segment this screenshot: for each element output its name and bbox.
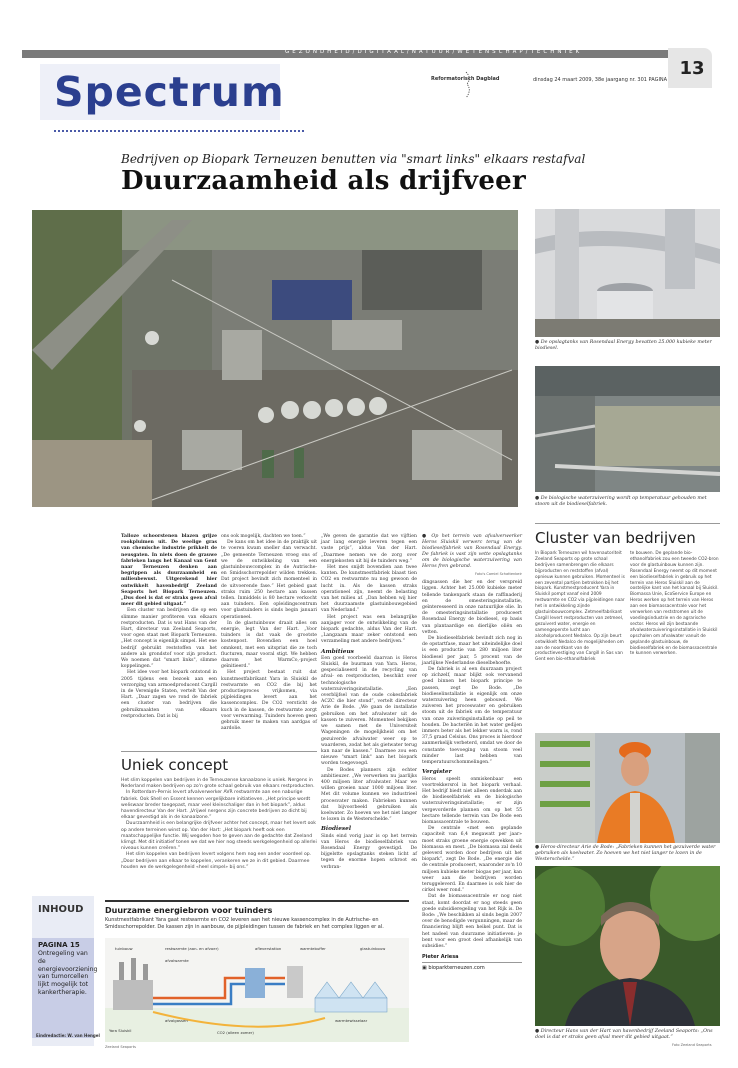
divider bbox=[535, 523, 720, 524]
article-kicker: Bedrijven op Biopark Terneuzen benutten via "smart links" elkaars restafval bbox=[121, 152, 586, 166]
contents-teaser-text: Ontregeling van de energievoorziening van tumorcellen lijkt mogelijk tot kankertherapie. bbox=[38, 950, 98, 996]
cluster-column-1: In Biopark Terneuzen wil havenautoriteit Zeeland Seaports op grote schaal bedrijven samenbrengen die elkaars bijproducten en reststoffen (afval) opnieuw kunnen gebruiken. Momenteel is een zevental partijen betrokken bij het biopark. Kunstmestproducent Yara in Sluiskil pompt vanaf eind 2009 restwarmte en CO2 via pijpleidingen naar het in ontwikkeling zijnde glastuinbouwcomplex. Zetmeelfabrikant Cargill levert restproducten van zetmeel, gezuiverd water, energie en samengeperste lucht aan alcoholproducent Nedalco. Op zijn beurt ontwikkelt Nedalco de mogelijkheden om aan de noordkant van de productievestiging van Cargill in Sas van Gent een bio-ethanolfabriek bbox=[535, 551, 625, 663]
diagram-label: glastuinbouw bbox=[360, 946, 386, 951]
paragraph: Het project bestaat ruit dat kunstmestfabrikant Yara in Sluiskil de restwarmte en CO2 die bij het productieproces vrijkomen, via pijpleidingen levert aan het kassencomplex. De CO2 versticht de kuch in de kassen, de restwarmte zorgt voor verwarming. Tuinders hoeven geen gebruik meer te maken van aardgas of aardolie. bbox=[221, 670, 317, 732]
divider bbox=[422, 962, 522, 963]
contents-page-ref: PAGINA 15 bbox=[38, 941, 80, 949]
page-number: 13 bbox=[679, 58, 705, 79]
infographic-title: Duurzame energiebron voor tuinders bbox=[105, 906, 273, 915]
caption-heros: ● Op het terrein van afvalverwerker Heros Sluiskil verwerc terug van de biodieselfabriek van Rosendaal Energy. De fabriek is vast zijn vette opslagtanks om de biologische waterzuivering van Heros fren gebrand. bbox=[422, 534, 522, 569]
diagram-label: afvalgassen bbox=[165, 1018, 188, 1023]
website-link[interactable]: ▣ bioparkterneuzen.com bbox=[422, 965, 485, 972]
uniek-concept-body bbox=[121, 778, 317, 871]
section-bar-text: GEZONDHEID/DIGITAAL/NATUUR/WETENSCHAP/TECHNIEK bbox=[285, 49, 583, 55]
caption-water-treatment: ● De biologische waterzuivering wordt op temperatuur gehouden met stoom uit de biodieselfabriek. bbox=[535, 496, 707, 507]
photo-credit: Foto Zeeland Seaports bbox=[672, 1043, 712, 1047]
paragraph: In Rotterdam-Pernis levert afvalverwerker AVR restwarmte aan een naburige fabriek. Ook Shell en Essent kennen vergelijkbare initiatieven. „Het principe wordt weliswaar breder toegepast, maar veel kleinschaliger dan in het biopark”, aldus havendirecteur Van der Hart. „Vrijwel nergens zijn concrete bedrijven zo dicht bij elkaar gevestigd als in de kanaalzone.” bbox=[121, 790, 311, 821]
caption-tanks: ● De opslagtanks van Rosendaal Energy bevatten 25.000 kubieke meter biodiesel. bbox=[535, 340, 712, 351]
paragraph: Het slim koppelen van bedrijven levert volgens hem nog een ander voordeel op. „Door bedrijven aan elkaar te koppelen, verankeren we ze in dit gebied. Daarmee houden we de werkgelegenheid «heel simpel» bij ons.” bbox=[121, 852, 312, 870]
paragraph: De fabriek is al een duurzaam project op zichzelf, maar blijkt ook vervanend goed binnen het biopark principe te passen, zegt De Bode. „De biodieselinstallatie is eigenlijk om onze waterzuivering heen gebouwd. We zuiveren het proceswater en gebruiken stoom uit de fabriek om de temperatuur van onze zuiveringsinstallatie op peil te houden. De bacteriën in het water gedijen immers beter als het lekker warm is, rond 37,5 graad Celsius. Ons proces is hierdoor aanmerkelijk verbeterd, omdat we door de constante toevoeging van stoom veel minder last hebben van temperatuurschommelingen.” bbox=[422, 667, 522, 766]
subhead-biodiesel: Biodiesel bbox=[321, 826, 352, 833]
paragraph: De centrale «met een geplande capaciteit van 6,4 megawatt per jaar» moet straks groene energie opwekken uit biomassa en mest. „De biomassa zal deels geleverd worden door bedrijven uit het biopark”, zegt De Bode. „De energie die de centrale produceert, waaronder zo'n 10 miljoen kubieke meter biogas per jaar, kan weer aan die bedrijven worden teruggeleverd. En daarmee is ook hier de cirkel weer rond.” bbox=[422, 826, 522, 894]
divider bbox=[121, 751, 317, 752]
infographic-credit: Zeeland Seaports bbox=[105, 1045, 136, 1049]
station-icon bbox=[245, 968, 265, 998]
rd-logo-icon bbox=[464, 70, 474, 100]
paragraph: Duurzaamheid is een belangrijke drijfveer achter het concept, maar het levert ook op andere terreinen winst op. Van der Hart: „Het biopark heeft ook een maatschappelijke functie. Wij wegoden hoe te geven aan de gedachte dat Zeeland klimgt. Met dit initiatief tonen we dat we hier nog steeds werkgelegenheid op allerlei niveaus kunnen creëren.” bbox=[121, 821, 317, 852]
spectrum-logo: Spectrum bbox=[54, 68, 285, 116]
cluster-title: Cluster van bedrijven bbox=[535, 529, 696, 547]
factory-icon bbox=[113, 958, 153, 1010]
article-lead: Talloze schoorstenen blazen grijze rookpluimen uit. De weelige gras van chemische industrie prikkelt de neusgaten. In niets doen de grauwe fabrieken langs het Kanaal van Gent naar Terneuzen denken aan begrippen als duurzaamheid en milieubewust. Uitgerekend hier ontwikkelt havenbedrijf Zeeland Seaports het Biopark Terneuzen. „Dus doel is dat er straks geen afval meer dit gebied uitgaat.” bbox=[121, 534, 217, 608]
paragraph: De biodieselfabriek bevindt zich nog in de opstartfase, maar het uiteindelijke doel is een productie van 280 miljoen liter biodiesel per jaar, 5 procent van de jaarlijkse Nederlandse dieselbehoefte. bbox=[422, 636, 522, 666]
article-column-2 bbox=[221, 534, 317, 733]
paragraph: Dat de biomassacentrale er nog niet staat, komt doordat er nog steeds geen goede subsidieregeling van het Rijk is. De Bode: „We beschikken al sinds begin 2007 over de benodigde vergunningen, maar de financiering blijft een heikel punt. Dat is het nadeel van duurzame initiatieven: je bent voor een groot deel afhankelijk van subsidies.” bbox=[422, 894, 522, 949]
diagram-label: afvalwarmte bbox=[165, 958, 189, 963]
contents-title: INHOUD bbox=[38, 904, 84, 915]
paragraph: Heros speelt onmiskenbaar een voortrekkersrol in het biopark verhaal. Het bedrijf biedt niet alleen onderdak aan de biodieselfabriek en de biologische waterzuiveringsinstallatie; er zijn vergevorderde plannen om op het 55 hectare tellende terrein van De Bode een biomassacentrale te bouwen. bbox=[422, 776, 522, 825]
logo-dotted-rule bbox=[54, 130, 304, 132]
diagram-label: afleverstation bbox=[255, 946, 282, 951]
paragraph: De Bodes planners zijn echter ambitieuzer. „We verwerken nu jaarlijks 400 miljoen liter afvalwater. Maar we willen groeien naar 1000 miljoen liter. Met dit volume kunnen we industrieel procesvater maken. Fabrieken kunnen dat bijvoorbeeld gebruiken als koelwater. Zo hoeven we het niet langer te lozen in de Westerschelde.” bbox=[321, 767, 417, 823]
dateline: dinsdag 24 maart 2009, 38e jaargang nr. 301 PAGINA bbox=[533, 77, 668, 83]
uniek-concept-title: Uniek concept bbox=[121, 756, 229, 774]
paragraph: Een goed voorbeeld daarvan is Heros Sluiskil, de buurman van Yara. Heros, gespecialiseerd in de recycling van afval- en restproducten, beschikt over technologische waterzuiveringsinstallatie. „Een overblijfsel van de oude cokesfabriek ACZC die hier stond”, vertelt directeur Arie de Bode. „We gaan de installatie gebruiken om het afvalwater uit de kassen te zuiveren. Momenteel bekijken we samen met de Universiteit Wageningen de mogelijkheid om het gezuiverde afvalwater weer op te waarderen, zodat het als gietwater terug kan naar de kassen.” Daarmee zou een nieuwe "smart link" aan het biopark worden toegevoegd. bbox=[321, 655, 417, 767]
article-column-3 bbox=[321, 534, 417, 871]
diagram-label: Yara Sluiskil bbox=[109, 1028, 132, 1033]
photo-hans-van-der-hart bbox=[535, 866, 720, 1026]
paragraph: In de glastuinbouw draait alles om energie, legt Van der Hart. „Voor tuinders is dat vaak de grootste kostenpost. Bovendien een hoel omnkent, met een uitspriat die ze toch flucturen, maar vooral stigt. We hebben daarom het WarmCo,-project geïnitieerd.” bbox=[221, 620, 317, 670]
caption-de-bode: ● Heros-directeur Arie de Bode: „Fabrieken kunnen het gezuiverde water gebruiken als koelwater. Zo hoeven we het niet langer te lozen in de Westerschelde.” bbox=[535, 845, 716, 862]
paragraph: Sinds eind vorig jaar is op het terrein van Heros de biodieselfabriek van Rosendaal Energy gevestigd. De bijgelstte opslagtanks steken licht af tegen de enorme hopen schroot en verbran- bbox=[321, 833, 417, 870]
subhead-ambitieus: Ambitieus bbox=[321, 648, 354, 655]
paragraph: „We geven de garantie dat we vijftien jaar lang energie leveren tegen een vaste prijs”, aldus Van der Hart. „Daarmee nemen we de zorg over energiekosten uit bij de tuinders weg.” bbox=[321, 534, 417, 564]
buffer-icon bbox=[287, 966, 303, 998]
photo-water-treatment bbox=[535, 366, 720, 492]
divider bbox=[105, 900, 409, 902]
article-headline: Duurzaamheid als drijfveer bbox=[121, 166, 527, 196]
photo-arie-de-bode bbox=[535, 733, 720, 843]
diagram-label: restwarmte (aan- en afvoer) bbox=[165, 946, 219, 951]
diagram-label: CO2 (alleen zomer) bbox=[217, 1030, 254, 1035]
diagram-label: tuinbouw bbox=[115, 946, 133, 951]
cluster-column-2: te bouwen. De geplande bio-ethanolfabriek zou een tweede CO2-bron voor de glastuinbouw kunnen zijn. Rosendaal Energy neemt op dit moment een biodieselfabriek in gebruik op het terrein van Heros Sluiskil aan de oostelijke kant van het kanaal bij Sluiskil. Biomassa Unie, EcoService Europe en Heros werken op het terrein van Heros aan een biomassacentrale voor het verwerken van reststromen uit de voedingsindustrie en de agrarische sector. Heros wil zijn bestaande afvalwaterzuiveringsinstallatie in Sluiskil opschalen om afvalwater vanuit de geplande glastuinbouw, de biodieselfabriek en de biomassacentrale te kunnen verwerken. bbox=[630, 551, 719, 657]
diagram-label: warmtewisselaar bbox=[335, 1018, 368, 1023]
paragraph: De kans om het idee in de praktijk uit te voeren kwam sneller dan verwacht. „De gemeente Terneuzen vroeg ons of we de ontwikkeling van een glastuinbouwcomplex in de Autrische- en Smidsschorrepolder wilden trekken. Dat project bevindt zich momenteel in de uitvoerende fase.” Het gebied gaat straks ruim 250 hectare aan kassen tellen. Inmiddels is 80 hectare verkocht aan tuinders. Een opleidingscentrum voor glastuinders is sinds begin januari operationeel. bbox=[221, 540, 317, 620]
infographic-diagram bbox=[105, 938, 409, 1042]
eindredactie: Eindredactie: W. van Hengel bbox=[36, 1033, 100, 1038]
web-icon: ▣ bbox=[422, 965, 429, 972]
photo-credit: Foto's Camiel Schattenbeir bbox=[474, 572, 522, 576]
greenhouse-icon bbox=[315, 982, 387, 1012]
paragraph: Het idee voor het biopark ontstond in 2005 tijdens een bezoek aan een verzorging van armoedproducent Cargill in de Verenigde Staten, vertelt Van der Hart. „Daar zagen we rond de fabriek een cluster van bedrijven die gebruikmaakten van elkaars restproducten. Dat is bij bbox=[121, 670, 217, 719]
paragraph: Het slim koppelen van bedrijven in de Terneuzense kanaalzone is uniek. Nergens in Nederland maken bedrijven op zo'n grote schaal gebruik van elkaars restproducten. bbox=[121, 778, 315, 790]
caption-van-der-hart: ● Directeur Hans van der Hart van havenbedrijf Zeeland Seaports: „Ons doel is dat er straks geen afval meer dit gebied uitgaat.” bbox=[535, 1029, 713, 1040]
paragraph: Een cluster van bedrijven die op een slimme manier profiteren van elkaars restproducten. Dat is wat Hans van der Hart, directeur van Zeeland Seaports, voor ogen staat met Biopark Terneuzen. „Het concept is eigenlijk simpel. Het ene bedrijf gebruikt reststoffen van het andere als grondstof voor zijn product. We noemen dat "smart links", slimme koppelingen.” bbox=[121, 608, 217, 670]
diagram-label: warmtebuffer bbox=[300, 946, 326, 951]
infographic-subtitle: Kunstmestfabrikant Yara gaat restwarmte en CO2 leveren aan het nieuwe kassencomplex in de Autrische- en Smidsschorrepolder. De kassen zijn in aanbouw, de pijpleidingen tussen de fabriek en het complex liggen er al. bbox=[105, 917, 384, 930]
paragraph: ons ook mogelijk, dachten we toen.” bbox=[221, 534, 306, 539]
subhead-vergister: Vergister bbox=[422, 769, 452, 776]
aerial-photo-industrial-area bbox=[32, 210, 518, 507]
newspaper-name: Reformatorisch Dagblad bbox=[431, 76, 500, 82]
photo-storage-tanks bbox=[535, 209, 720, 337]
paragraph: dingsassen die her en der verspreid liggen. Achter het 25.000 kubieke meter tellende tankenpark staan de raffinaderij en de omesteringsinstallatie, geïnteresseerd in onze natuurlijke olie. In de omesteringsinstallatie produceert Rosendaal Energy de biodiesel, op basis van plantaardige en dierlijke oliën en vetten. bbox=[422, 580, 522, 635]
article-column-4 bbox=[422, 534, 522, 972]
paragraph: Het mes snijdt bovendien aan twee kanten. De kunstmestfabriek blaast tien CO2 en restwarmte nu nog gewoon de lucht in. Als de kassen straks operationeel zijn, neemt de belasting van het milieu af. „Dan hebben wij hier het duurzaamste glastuinbouwgebied van Nederland.” bbox=[321, 565, 417, 614]
author: Pieter Ariesa bbox=[422, 954, 459, 961]
article-column-1 bbox=[121, 534, 217, 720]
paragraph: Het project was een belangrijke aanjager voor de ontwikkeling van de biopark gedachte, aldus Van der Hart. „Langzaam maar zeker ontstond een verzameling met andere bedrijven.” bbox=[321, 614, 417, 645]
